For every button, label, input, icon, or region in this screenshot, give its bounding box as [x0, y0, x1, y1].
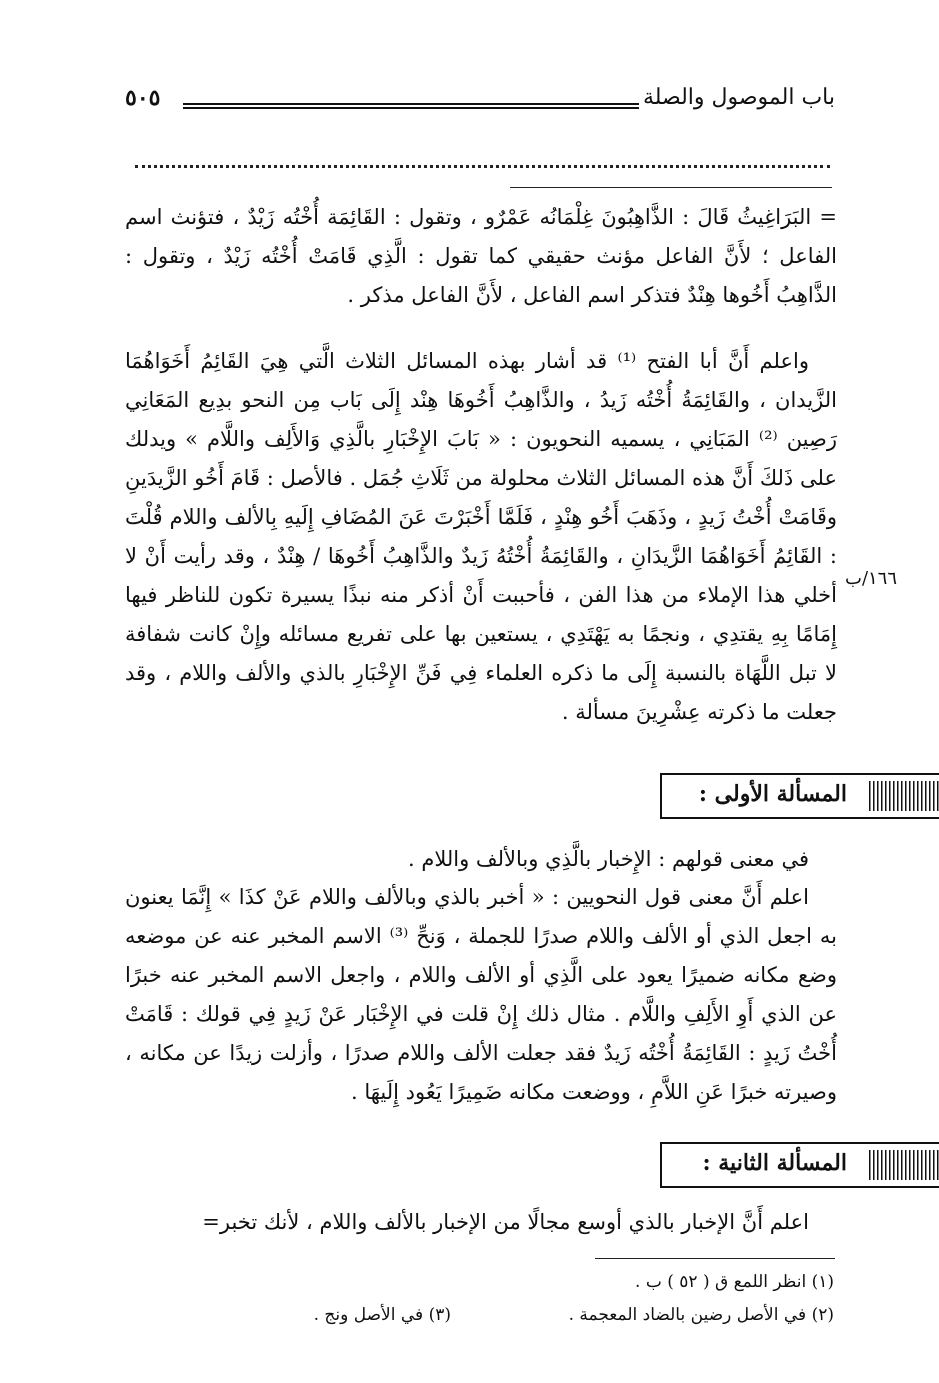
paragraph-3: في معنى قولهم : الإِخبار بالَّذِي وبالألف واللام .: [407, 847, 809, 871]
paragraph-continuation: [125, 198, 837, 315]
footnote-3: (٣) في الأصل ونج .: [313, 1305, 451, 1325]
paragraph-5: اعلم أَنَّ الإخبار بالذي أوسع مجالًا من الإخبار بالألف واللام ، لأنك تخبر=: [202, 1210, 809, 1234]
paragraph-4: اعلم أَنَّ معنى قول النحويين : « أخبر بالذي وبالألف واللام عَنْ كذَا » إِنَّمَا يعنون به اجعل الذي أو الألف واللام صدرًا للجملة ، وَنحِّ ⁽³⁾ الاسم المخبر عنه عن موضعه وضع مكانه ضميرًا يعود على الَّذِي أو الألف واللام ، واجعل الاسم المخبر عنه خبرًا عن الذي أَوِ الأَلِفِ واللَّام . مثال ذلك إِنْ قلت في الإِخْبَار عَنْ زَيدٍ فِي قولك : قَامَتْ أُخْتُ زَيدٍ : القَائِمَةُ أُخْتُه زَيدٌ فقد جعلت الألف واللام صدرًا ، وأزلت زيدًا عن مكانه ، وصيرته خبرًا عَنِ اللاَّمِ ، ووضعت مكانه ضَمِيرًا يَعُود إِلَيهَا .: [125, 885, 837, 1104]
hatch-ornament: [869, 781, 939, 811]
section-1-body: [125, 878, 837, 1112]
paragraph-2: واعلم أَنَّ أبا الفتح ⁽¹⁾ قد أشار بهذه المسائل الثلاث الَّتي هِيَ القَائِمُ أَخَوَاهُمَا الزَّيدان ، والقَائِمَةُ أُخْتُه زَيدُ ، والذَّاهِبُ أَخُوهَا هِنْد إِلَى بَاب مِن النحو بدِيع المَعَانِي رَصِين ⁽²⁾ المَبَانِي ، يسميه النحويون : « بَابَ الإِخْبَارِ بالَّذِي وَالأَلِف واللَّام » ويدلك على ذَلكَ أَنَّ هذه المسائل الثلاث محلولة من ثَلَاثِ جُمَل . فالأصل : قَامَ أَخُو الزَّيدَينِ وقَامَتْ أُخْتُ زَيدٍ ، وذَهَبَ أَخُو هِنْدٍ ، فَلَمَّا أَخْبَرْتَ عَنَ المُضَافِ إِلَيهِ بِالألف واللام قُلْتَ : القَائِمُ أَخَوَاهُمَا الزَّيدَانِ ، والقَائِمَةُ أُخْتُهُ زَيدٌ والذَّاهِبُ أَخُوهَا / هِنْدٌ ، وقد رأيت أَنْ لا أخلي هذا الإملاء من هذا الفن ، فأحببت أَنْ أذكر منه نبذًا يسيرة تكون للناظر فيها إِمَامًا بِهِ يقتدِي ، ونجمًا به يَهْتَدِي ، يستعين بها على تفريع مسائله وإِنْ كانت شفافة لا تبل اللَّهَاة بالنسبة إِلَى ما ذكره العلماء فِي فَنِّ الإِخْبَارِ بالذي والألف واللام ، وقد جعلت ما ذكرته عِشْرِينَ مسألة .: [125, 349, 837, 724]
footnote-rule: [595, 1258, 835, 1259]
chapter-title: باب الموصول والصلة: [642, 85, 835, 110]
margin-folio-note: ١٦٦/ب: [845, 568, 898, 589]
section-heading-2: [660, 1142, 939, 1188]
header-double-rule: [183, 103, 639, 109]
section-title-2: المسألة الثانية :: [702, 1150, 847, 1176]
hatch-ornament: [869, 1150, 939, 1180]
footnote-2: (٢) في الأصل رضين بالضاد المعجمة .: [568, 1305, 834, 1325]
dotted-separator: [135, 165, 830, 168]
section-2-body: [125, 1203, 837, 1242]
paragraph-ikhbar-intro: [125, 342, 837, 732]
short-separator: [510, 187, 832, 188]
page-number: ٥٠٥: [125, 85, 161, 111]
footnote-1: (١) انظر اللمع ق ( ٥٢ ) ب .: [635, 1272, 834, 1292]
section-heading-1: [660, 773, 939, 819]
paragraph-1: = البَرَاغِيثُ قَالَ : الذَّاهِبُونَ غِلْمَانُه عَمْرٌو ، وتقول : القَائِمَة أُخْتُه زَيْدٌ ، فتؤنث اسم الفاعل ؛ لأَنَّ الفاعل مؤنث حقيقي كما تقول : الَّذِي قَامَتْ أُخْتُه زَيْدٌ ، وتقول : الذَّاهِبُ أَخُوها هِنْدٌ فتذكر اسم الفاعل ، لأَنَّ الفاعل مذكر .: [125, 205, 837, 307]
section-title-1: المسألة الأولى :: [698, 781, 847, 807]
page-header: [125, 85, 835, 125]
section-1-subtitle: [125, 840, 837, 879]
